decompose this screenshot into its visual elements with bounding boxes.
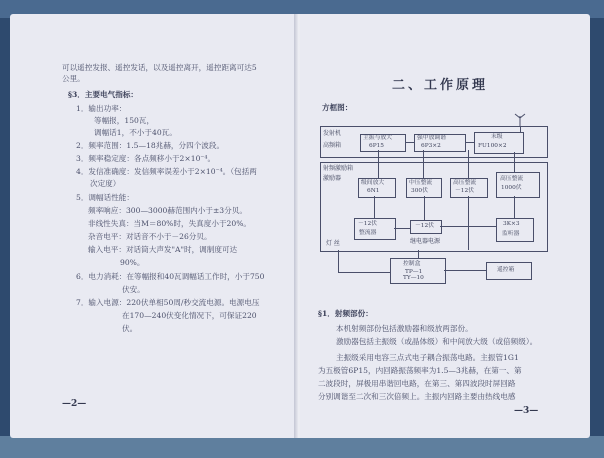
- connector: [378, 150, 379, 178]
- block-rectifier: －12伏 整流器: [354, 218, 396, 240]
- connector: [465, 142, 474, 143]
- connector: [468, 150, 469, 178]
- text-line: 分别调谐至二次和三次倍频上。主振内回路主要由热线电感: [318, 392, 516, 401]
- text-line: 3．频率稳定度：各点频移小于2×10⁻⁴。: [76, 154, 216, 163]
- connector: [468, 196, 469, 250]
- page-number: —2—: [62, 399, 87, 409]
- background-bottom: [0, 436, 604, 458]
- connector: [338, 250, 339, 272]
- text-line: 调幅话1，不小于40瓦。: [94, 128, 177, 137]
- connector: [440, 226, 496, 227]
- text-line: 杂音电平：对话音不小于－26分贝。: [88, 232, 212, 241]
- antenna-icon: [514, 112, 526, 126]
- text-line: 6．电力消耗：在等幅报和40瓦调幅话工作时，小于750: [76, 272, 265, 281]
- block-high-voltage-rect-1: 高压整流 －12伏: [450, 178, 488, 198]
- text-line: 频率响应：300—3000赫范围内小于±3分贝。: [88, 206, 247, 215]
- text-line: 非线性失真：当M＝80%时，失真度小于20%。: [88, 219, 252, 228]
- text-line: 在170—240伏变化情况下，可保证220: [122, 311, 257, 320]
- text-line: 次定度）: [90, 179, 121, 188]
- text-line: 本机射频部份包括激励器和级放两部份。: [336, 324, 473, 333]
- connector: [423, 150, 424, 178]
- connector: [405, 142, 414, 143]
- text-line: 主振级采用电容三点式电子耦合振荡电路。主振管1G1: [336, 353, 519, 362]
- block-monitor: 3K×3 监听器: [496, 218, 534, 242]
- text-line: 输入电平：对话筒大声发"A"时，调制度可达: [88, 245, 238, 254]
- right-page: [300, 14, 590, 438]
- connector: [338, 272, 390, 273]
- text-line: 2．频率范围：1.5—18兆赫，分四个波段。: [76, 141, 225, 150]
- connector: [444, 270, 486, 271]
- section-title: 二、工作原理: [392, 78, 489, 93]
- left-page: [10, 14, 298, 438]
- connector: [374, 196, 375, 218]
- text-line: 7．输入电源：220伏单相50周/秒交流电源。电源电压: [76, 298, 260, 307]
- text-line: 90%。: [120, 258, 145, 267]
- box-label: 激励器: [323, 175, 342, 182]
- block-remote-box: 遥控箱: [486, 262, 532, 280]
- block-control-box: 控制盒 TP—1 TY—10: [390, 258, 446, 284]
- filament-label: 灯 丝: [326, 240, 340, 247]
- box-label: 发射机: [323, 130, 342, 137]
- text-line: 5．调幅话性能：: [76, 193, 134, 202]
- text-line: 可以遥控发报、遥控发话，以及遥控离开，遥控距离可达5: [62, 63, 257, 72]
- block-high-voltage-rect-2: 高压整流 1000伏: [496, 172, 540, 198]
- box-label: 高频箱: [323, 142, 342, 149]
- page-number: —3—: [514, 406, 539, 416]
- connector: [418, 250, 419, 258]
- text-line: 为五极管6P15，内回路振荡频率为1.5—3兆赫，在第一、第: [318, 366, 522, 375]
- text-line: 公里。: [62, 74, 85, 83]
- text-line: 等幅报，150瓦，: [94, 116, 155, 125]
- block-buffer-amp: 强中放调谐 6P3×2: [414, 134, 466, 152]
- text-line: 伏安。: [122, 285, 145, 294]
- block-interstage-amp: 级间放大 6N1: [358, 178, 396, 198]
- text-line: 伏。: [122, 324, 138, 333]
- block-diagram: [318, 112, 550, 294]
- block-minus-12v: －12伏: [410, 220, 442, 234]
- subsection-title: §1．射频部份：: [318, 309, 373, 318]
- connector: [514, 152, 515, 172]
- connector: [520, 126, 521, 132]
- connector: [394, 228, 410, 229]
- block-medium-voltage-rect: 中压整流 300伏: [406, 178, 442, 198]
- diagram-heading: 方框图：: [322, 103, 353, 112]
- text-line: 二波段时，屏极用串谐回电路，在第三、第四波段时屏回路: [318, 379, 516, 388]
- text-line: 1．输出功率：: [76, 104, 127, 113]
- block-main-oscillator: 主振与放大 6P15: [360, 134, 406, 152]
- connector: [514, 196, 515, 218]
- text-line: 激励器包括主振级（或晶体级）和中间放大级（或倍频级）。: [336, 337, 538, 346]
- box-label: 射频激励箱: [323, 165, 354, 172]
- text-line: 4．发信准确度：发信频率误差小于2×10⁻⁴。（包括两: [76, 167, 257, 176]
- block-final-stage: 末级 FU100×2: [474, 132, 524, 154]
- relay-power-label: 继电器电源: [410, 238, 441, 245]
- connector: [424, 196, 425, 220]
- section-heading: §3．主要电气指标：: [68, 90, 139, 99]
